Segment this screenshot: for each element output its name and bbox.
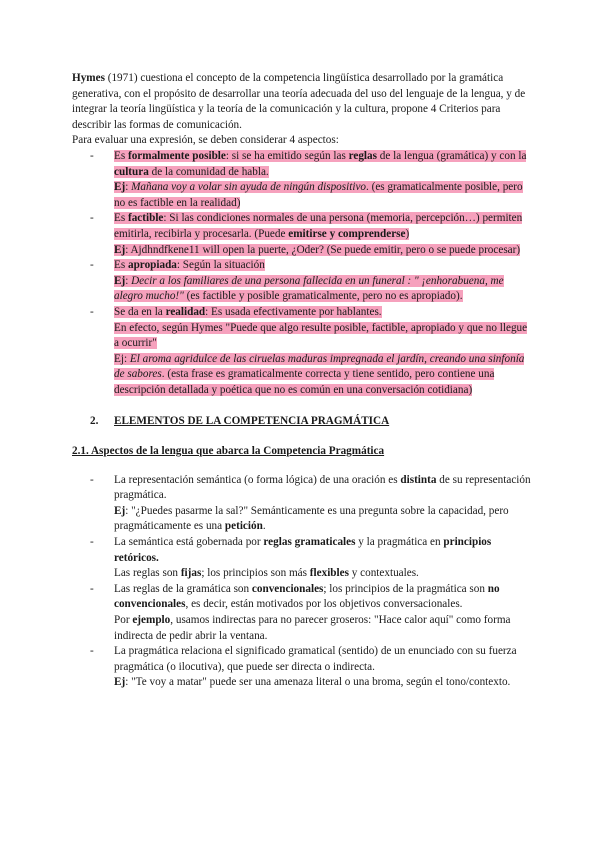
list-item: - La semántica está gobernada por reglas gramaticales y la pragmática en principios retóricos. Las reglas son fijas; los principios son más flexibles y contextuales. [72, 535, 534, 582]
aspect-example: Ej: El aroma agridulce de las ciruelas maduras impregnada el jardín, creando una sinfonía de sabores. (esta frase es gramaticalmente correcta y tiene sentido, pero contiene una descripción detallada y poética que no es común en una conversación cotidiana) [114, 352, 525, 396]
list-item: - La representación semántica (o forma lógica) de una oración es distinta de su representación pragmática. Ej: "¿Puedes pasarme la sal?" Semánticamente es una pregunta sobre la capacidad, pero pragmáticamente es una petición. [72, 473, 534, 535]
subsection-heading: 2.1. Aspectos de la lengua que abarca la Competencia Pragmática [72, 445, 385, 458]
aspects-list [72, 149, 534, 399]
evaluate-line: Para evaluar una expresión, se deben considerar 4 aspectos: [72, 134, 339, 147]
aspect-appropriate: - Es apropiada: Según la situación Ej: Decir a los familiares de una persona fallecida en un funeral : " ¡enhorabuena, me alegro mucho!" (es factible y posible gramaticalmente, pero no es apropiado). [72, 258, 534, 305]
list-item: - La pragmática relaciona el significado gramatical (sentido) de un enunciado con su fuerza pragmática (o ilocutiva), que puede ser directa o indirecta. Ej: "Te voy a matar" puede ser una amenaza literal o una broma, según el tono/contexto. [72, 644, 534, 691]
list-item: - Las reglas de la gramática son convencionales; los principios de la pragmática son no convencionales, es decir, están motivados por los objetivos conversacionales. Por ejemplo, usamos indirectas para no parecer groseros: "Hace calor aquí" como forma indirecta de pedir abrir la ventana. [72, 582, 534, 644]
aspect-example: Ej: Decir a los familiares de una persona fallecida en un funeral : " ¡enhorabuena, me alegro mucho!" (es factible y posible gramaticalmente, pero no es apropiado). [114, 274, 504, 303]
aspect-example: Ej: Mañana voy a volar sin ayuda de ningún dispositivo. (es gramaticalmente posible, pero no es factible en la realidad) [114, 181, 523, 209]
document-page [72, 71, 534, 691]
pragmatics-list [72, 473, 534, 691]
aspect-feasible: - Es factible: Si las condiciones normales de una persona (memoria, percepción…) permiten emitirla, recibirla y procesarla. (Puede emitirse y comprenderse) Ej: Ajdhndfkene11 will open la puerte, ¿Oder? (Se puede emitir, pero o se puede procesar) [72, 211, 534, 258]
aspect-reality: - Se da en la realidad: Es usada efectivamente por hablantes. En efecto, según Hymes "Puede que algo resulte posible, factible, apropiado y que no llegue a ocurrir" Ej: El aroma agridulce de las ciruelas maduras impregnada el jardín, creando una sinfonía de sabores. (esta frase es gramaticalmente correcta y tiene sentido, pero contiene una descripción detallada y poética que no es común en una conversación cotidiana) [72, 305, 534, 399]
section-heading: 2. ELEMENTOS DE LA COMPETENCIA PRAGMÁTICA [90, 415, 390, 428]
hymes-quote: En efecto, según Hymes "Puede que algo resulte posible, factible, apropiado y que no llegue a ocurrir" [114, 321, 528, 350]
author-name: Hymes [72, 72, 105, 84]
aspect-formally-possible: - Es formalmente posible: si se ha emitido según las reglas de la lengua (gramática) y con la cultura de la comunidad de habla. Ej: Mañana voy a volar sin ayuda de ningún dispositivo. (es gramaticalmente posible, pero no es factible en la realidad) [72, 149, 534, 211]
aspect-example: Ej: Ajdhndfkene11 will open la puerte, ¿Oder? (Se puede emitir, pero o se puede procesar) [114, 243, 521, 256]
intro-paragraph: Hymes (1971) cuestiona el concepto de la competencia lingüística desarrollado por la gramática generativa, con el propósito de desarrollar una teoría adecuada del uso del lenguaje de la lengua, y de integrar la teoría lingüística y la teoría de la comunicación y la cultura, propone 4 Criterios para describir las formas de comunicación. [72, 72, 526, 131]
